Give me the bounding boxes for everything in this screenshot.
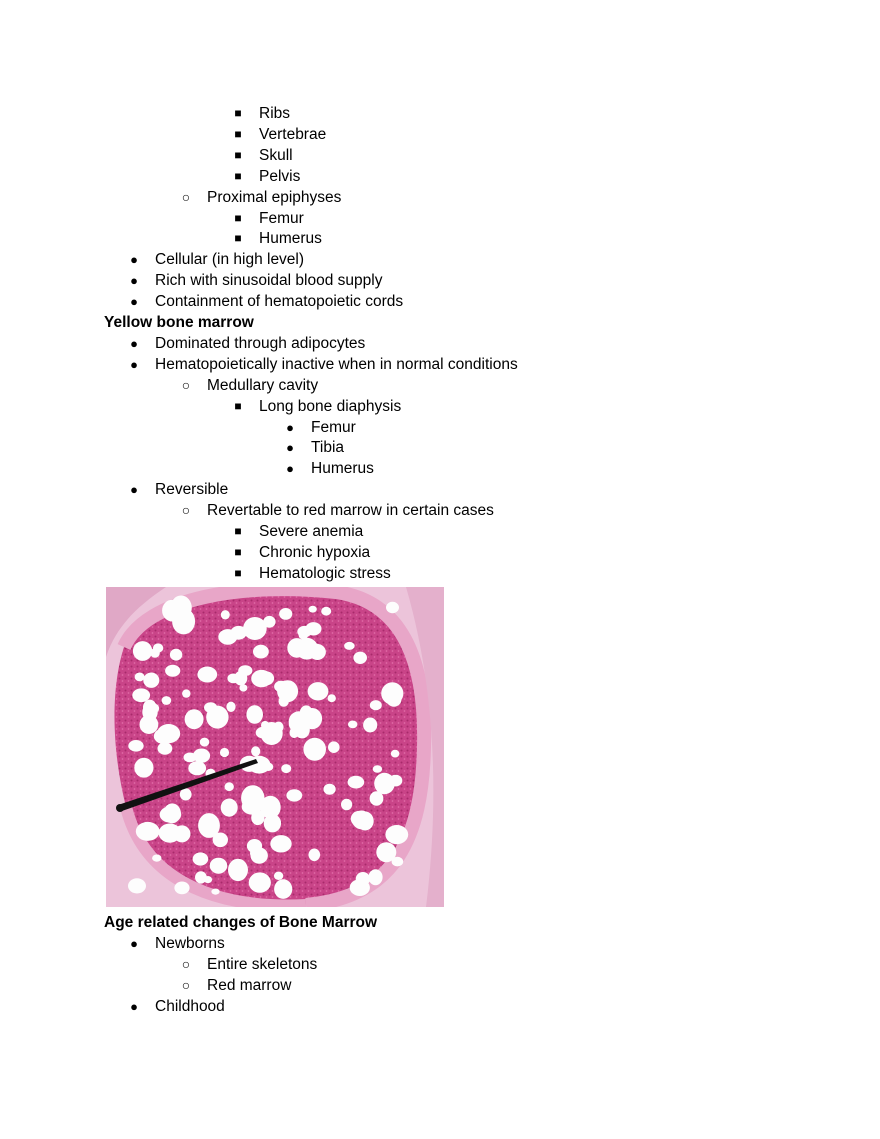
fat-cell bbox=[373, 765, 382, 773]
bullet-marker: ○ bbox=[181, 376, 191, 393]
fat-cell bbox=[253, 645, 269, 659]
fat-cell bbox=[274, 879, 292, 899]
fat-cell bbox=[136, 822, 160, 841]
fat-cell bbox=[363, 718, 377, 733]
fat-cell bbox=[193, 749, 210, 763]
bullet-marker: ■ bbox=[234, 126, 242, 141]
list-item-text: Medullary cavity bbox=[207, 376, 319, 394]
fat-cell bbox=[251, 670, 272, 687]
fat-cell bbox=[353, 652, 367, 664]
bullet-marker: ■ bbox=[234, 231, 242, 246]
fat-cell bbox=[150, 648, 160, 657]
fat-cell bbox=[368, 869, 382, 885]
fat-cell bbox=[158, 742, 173, 754]
fat-cell bbox=[221, 799, 238, 817]
list-item-text: Red marrow bbox=[207, 976, 292, 994]
list-item-text: Entire skeletons bbox=[207, 955, 318, 973]
fat-cell bbox=[188, 761, 206, 775]
list-item-text: Femur bbox=[259, 209, 304, 227]
fat-cell bbox=[344, 642, 355, 650]
fat-cell bbox=[328, 694, 336, 702]
list-item-text: Newborns bbox=[155, 934, 225, 952]
fat-cell bbox=[308, 682, 329, 700]
bullet-marker: ● bbox=[286, 461, 294, 477]
list-item-text: Severe anemia bbox=[259, 523, 364, 540]
heading-text: Age related changes of Bone Marrow bbox=[104, 914, 378, 931]
bullet-marker: ● bbox=[130, 482, 138, 498]
bullet-marker: ■ bbox=[234, 106, 242, 120]
bullet-marker: ● bbox=[286, 419, 294, 435]
fat-cell bbox=[370, 700, 382, 710]
bullet-marker: ■ bbox=[234, 398, 242, 413]
fat-cell bbox=[296, 712, 317, 729]
fat-cell bbox=[328, 741, 340, 753]
fat-cell bbox=[180, 788, 192, 800]
list-item-text: Hematopoietically inactive when in normal conditions bbox=[155, 355, 518, 373]
bullet-marker: ● bbox=[130, 273, 138, 289]
list-item-text: Ribs bbox=[259, 105, 291, 122]
fat-cell bbox=[309, 606, 317, 613]
fat-cell bbox=[200, 738, 209, 747]
fat-cell bbox=[173, 825, 190, 842]
list-item-text: Containment of hematopoietic cords bbox=[155, 293, 404, 311]
bullet-marker: ■ bbox=[234, 210, 242, 225]
fat-cell bbox=[270, 835, 291, 852]
fat-cell bbox=[321, 607, 331, 616]
fat-cell bbox=[309, 849, 321, 862]
fat-cell bbox=[185, 709, 204, 729]
fat-cell bbox=[206, 706, 228, 729]
fat-cell bbox=[277, 680, 298, 702]
fat-cell bbox=[274, 872, 283, 880]
list-item-text: Cellular (in high level) bbox=[155, 251, 305, 269]
fat-cell bbox=[341, 799, 352, 811]
bullet-marker: ■ bbox=[234, 524, 242, 538]
fat-cell bbox=[303, 738, 326, 761]
fat-cell bbox=[197, 667, 217, 683]
fat-cell bbox=[164, 803, 181, 823]
list-item-text: Chronic hypoxia bbox=[259, 543, 371, 561]
fat-cell bbox=[242, 799, 262, 815]
fat-cell bbox=[389, 775, 402, 787]
fat-cell bbox=[182, 689, 190, 697]
fat-cell bbox=[251, 746, 260, 756]
fat-cell bbox=[228, 859, 248, 881]
fat-cell bbox=[218, 629, 237, 645]
fat-cell bbox=[370, 791, 384, 805]
list-item-text: Long bone diaphysis bbox=[259, 397, 402, 415]
bullet-marker: ● bbox=[130, 935, 138, 951]
bullet-marker: ● bbox=[130, 335, 138, 351]
fat-cell bbox=[165, 665, 180, 677]
fat-cell bbox=[227, 674, 239, 684]
fat-cell bbox=[281, 764, 291, 773]
list-item-text: Revertable to red marrow in certain cases bbox=[207, 502, 494, 520]
bullet-marker: ○ bbox=[181, 955, 191, 972]
fat-cell bbox=[286, 789, 302, 801]
fat-cell bbox=[154, 728, 174, 744]
fat-cell bbox=[128, 740, 143, 752]
list-item-text: Dominated through adipocytes bbox=[155, 334, 366, 352]
list-item-text: Vertebrae bbox=[259, 125, 327, 143]
fat-cell bbox=[386, 602, 399, 613]
list-item-text: Humerus bbox=[311, 460, 374, 478]
fat-cell bbox=[296, 638, 319, 660]
list-item-text: Reversible bbox=[155, 481, 229, 499]
fat-cell bbox=[249, 872, 271, 892]
bullet-marker: ○ bbox=[181, 976, 191, 993]
fat-cell bbox=[133, 641, 152, 661]
list-item-text: Skull bbox=[259, 146, 293, 164]
fat-cell bbox=[170, 649, 182, 661]
fat-cell bbox=[250, 847, 265, 859]
bullet-marker: ● bbox=[130, 294, 138, 310]
fat-cell bbox=[220, 748, 229, 757]
fat-cell bbox=[213, 833, 228, 848]
fat-cell bbox=[391, 750, 400, 758]
bullet-marker: ■ bbox=[234, 147, 242, 162]
fat-cell bbox=[193, 852, 209, 865]
bullet-marker: ● bbox=[286, 440, 294, 456]
fat-cell bbox=[195, 871, 207, 883]
list-item-text: Childhood bbox=[155, 997, 225, 1015]
fat-cell bbox=[132, 688, 150, 702]
fat-cell bbox=[352, 811, 371, 830]
fat-cell bbox=[348, 721, 357, 729]
list-item-text: Proximal epiphyses bbox=[207, 188, 342, 206]
bullet-marker: ■ bbox=[234, 565, 242, 580]
fat-cell bbox=[279, 608, 292, 620]
list-item-text: Pelvis bbox=[259, 167, 301, 185]
fat-cell bbox=[221, 610, 230, 619]
fat-cell bbox=[152, 855, 161, 862]
bone-marrow-micrograph bbox=[106, 587, 444, 907]
fat-cell bbox=[243, 617, 267, 640]
fat-cell bbox=[134, 758, 153, 778]
fat-cell bbox=[135, 673, 145, 682]
heading-text: Yellow bone marrow bbox=[104, 314, 254, 331]
fat-cell bbox=[211, 889, 219, 895]
fat-cell bbox=[348, 776, 365, 789]
fat-cell bbox=[256, 727, 270, 738]
list-item-text: Hematologic stress bbox=[259, 564, 391, 582]
fat-cell bbox=[324, 784, 336, 795]
bullet-marker: ○ bbox=[181, 188, 191, 205]
bullet-marker: ● bbox=[130, 252, 138, 268]
fat-cell bbox=[225, 782, 234, 791]
fat-cell bbox=[162, 600, 182, 622]
bullet-marker: ■ bbox=[234, 544, 242, 559]
bullet-marker: ● bbox=[130, 356, 138, 372]
list-item-text: Humerus bbox=[259, 230, 322, 248]
fat-cell bbox=[246, 705, 263, 724]
fat-cell bbox=[128, 878, 146, 893]
bullet-marker: ○ bbox=[181, 502, 191, 519]
fat-cell bbox=[392, 857, 404, 867]
fat-cell bbox=[174, 882, 189, 895]
fat-cell bbox=[356, 872, 370, 886]
list-item-text: Rich with sinusoidal blood supply bbox=[155, 272, 383, 290]
fat-cell bbox=[226, 702, 235, 712]
list-item-text: Femur bbox=[311, 418, 356, 436]
fat-cell bbox=[143, 700, 157, 715]
fat-cell bbox=[143, 673, 159, 688]
fat-cell bbox=[162, 696, 172, 705]
fat-cell bbox=[385, 825, 408, 844]
fat-cell bbox=[210, 858, 228, 874]
list-item-text: Tibia bbox=[311, 439, 345, 457]
bullet-marker: ● bbox=[130, 998, 138, 1014]
fat-cell bbox=[381, 682, 403, 704]
fat-cell bbox=[264, 814, 281, 832]
bullet-marker: ■ bbox=[234, 168, 242, 183]
